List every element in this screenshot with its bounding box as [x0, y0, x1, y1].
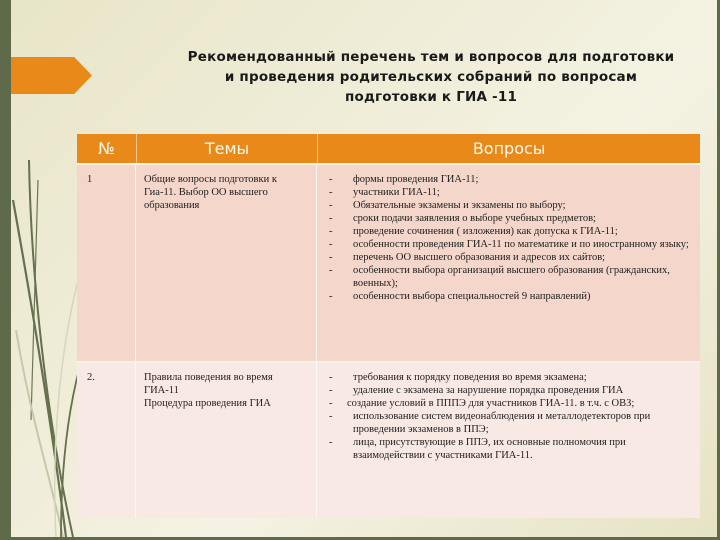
title-line: Рекомендованный перечень тем и вопросов для подготовки — [187, 49, 675, 65]
row-topic — [136, 363, 317, 518]
question-item: - проведение сочинения ( изложения) как допуска к ГИА-11; — [325, 225, 692, 238]
topic-line: Процедура проведения ГИА — [144, 398, 271, 409]
header-questions: Вопросы — [472, 139, 546, 158]
question-item: - формы проведения ГИА-11; — [325, 173, 692, 186]
question-item: - сроки подачи заявления о выборе учебных предметов; — [325, 212, 692, 225]
row-number: 1 — [77, 165, 136, 361]
question-item: - особенности выбора специальностей 9 направлений) — [325, 290, 692, 303]
question-item: - удаление с экзамена за нарушение порядка проведения ГИА — [325, 384, 692, 397]
question-item: - создание условий в ПППЭ для участников ГИА-11. в т.ч. с ОВЗ; — [325, 397, 692, 410]
slide — [11, 0, 717, 537]
row-questions — [317, 165, 700, 361]
row-questions — [317, 363, 700, 518]
topic-line: Правила поведения во время ГИА-11 — [144, 372, 273, 396]
row-number: 2. — [77, 363, 136, 518]
title-line: подготовки к ГИА -11 — [344, 89, 518, 105]
question-item: - Обязательные экзамены и экзамены по выбору; — [325, 199, 692, 212]
title-line: и проведения родительских собраний по вопросам — [224, 69, 638, 85]
slide-title — [161, 47, 701, 107]
table-header — [77, 134, 700, 165]
question-item: - использование систем видеонаблюдения и металлодетекторов при проведении экзаменов в ППЭ; — [325, 410, 692, 436]
table-row — [77, 363, 700, 518]
question-item: - лица, присутствующие в ППЭ, их основные полномочия при взаимодействии с участниками ГИА-11. — [325, 436, 692, 462]
header-topics: Темы — [137, 134, 318, 163]
question-item: - особенности выбора организаций высшего образования (гражданских, военных); — [325, 264, 692, 290]
topics-table — [77, 134, 700, 518]
topic-line: Общие вопросы подготовки к Гиа-11. Выбор ОО высшего образования — [144, 174, 277, 211]
question-item: - участники ГИА-11; — [325, 186, 692, 199]
header-number: № — [77, 134, 137, 163]
question-item: - особенности проведения ГИА-11 по математике и по иностранному языку; — [325, 238, 692, 251]
question-item: - требования к порядку поведения во время экзамена; — [325, 371, 692, 384]
row-topic — [136, 165, 317, 361]
question-item: - перечень ОО высшего образования и адресов их сайтов; — [325, 251, 692, 264]
table-row — [77, 165, 700, 363]
